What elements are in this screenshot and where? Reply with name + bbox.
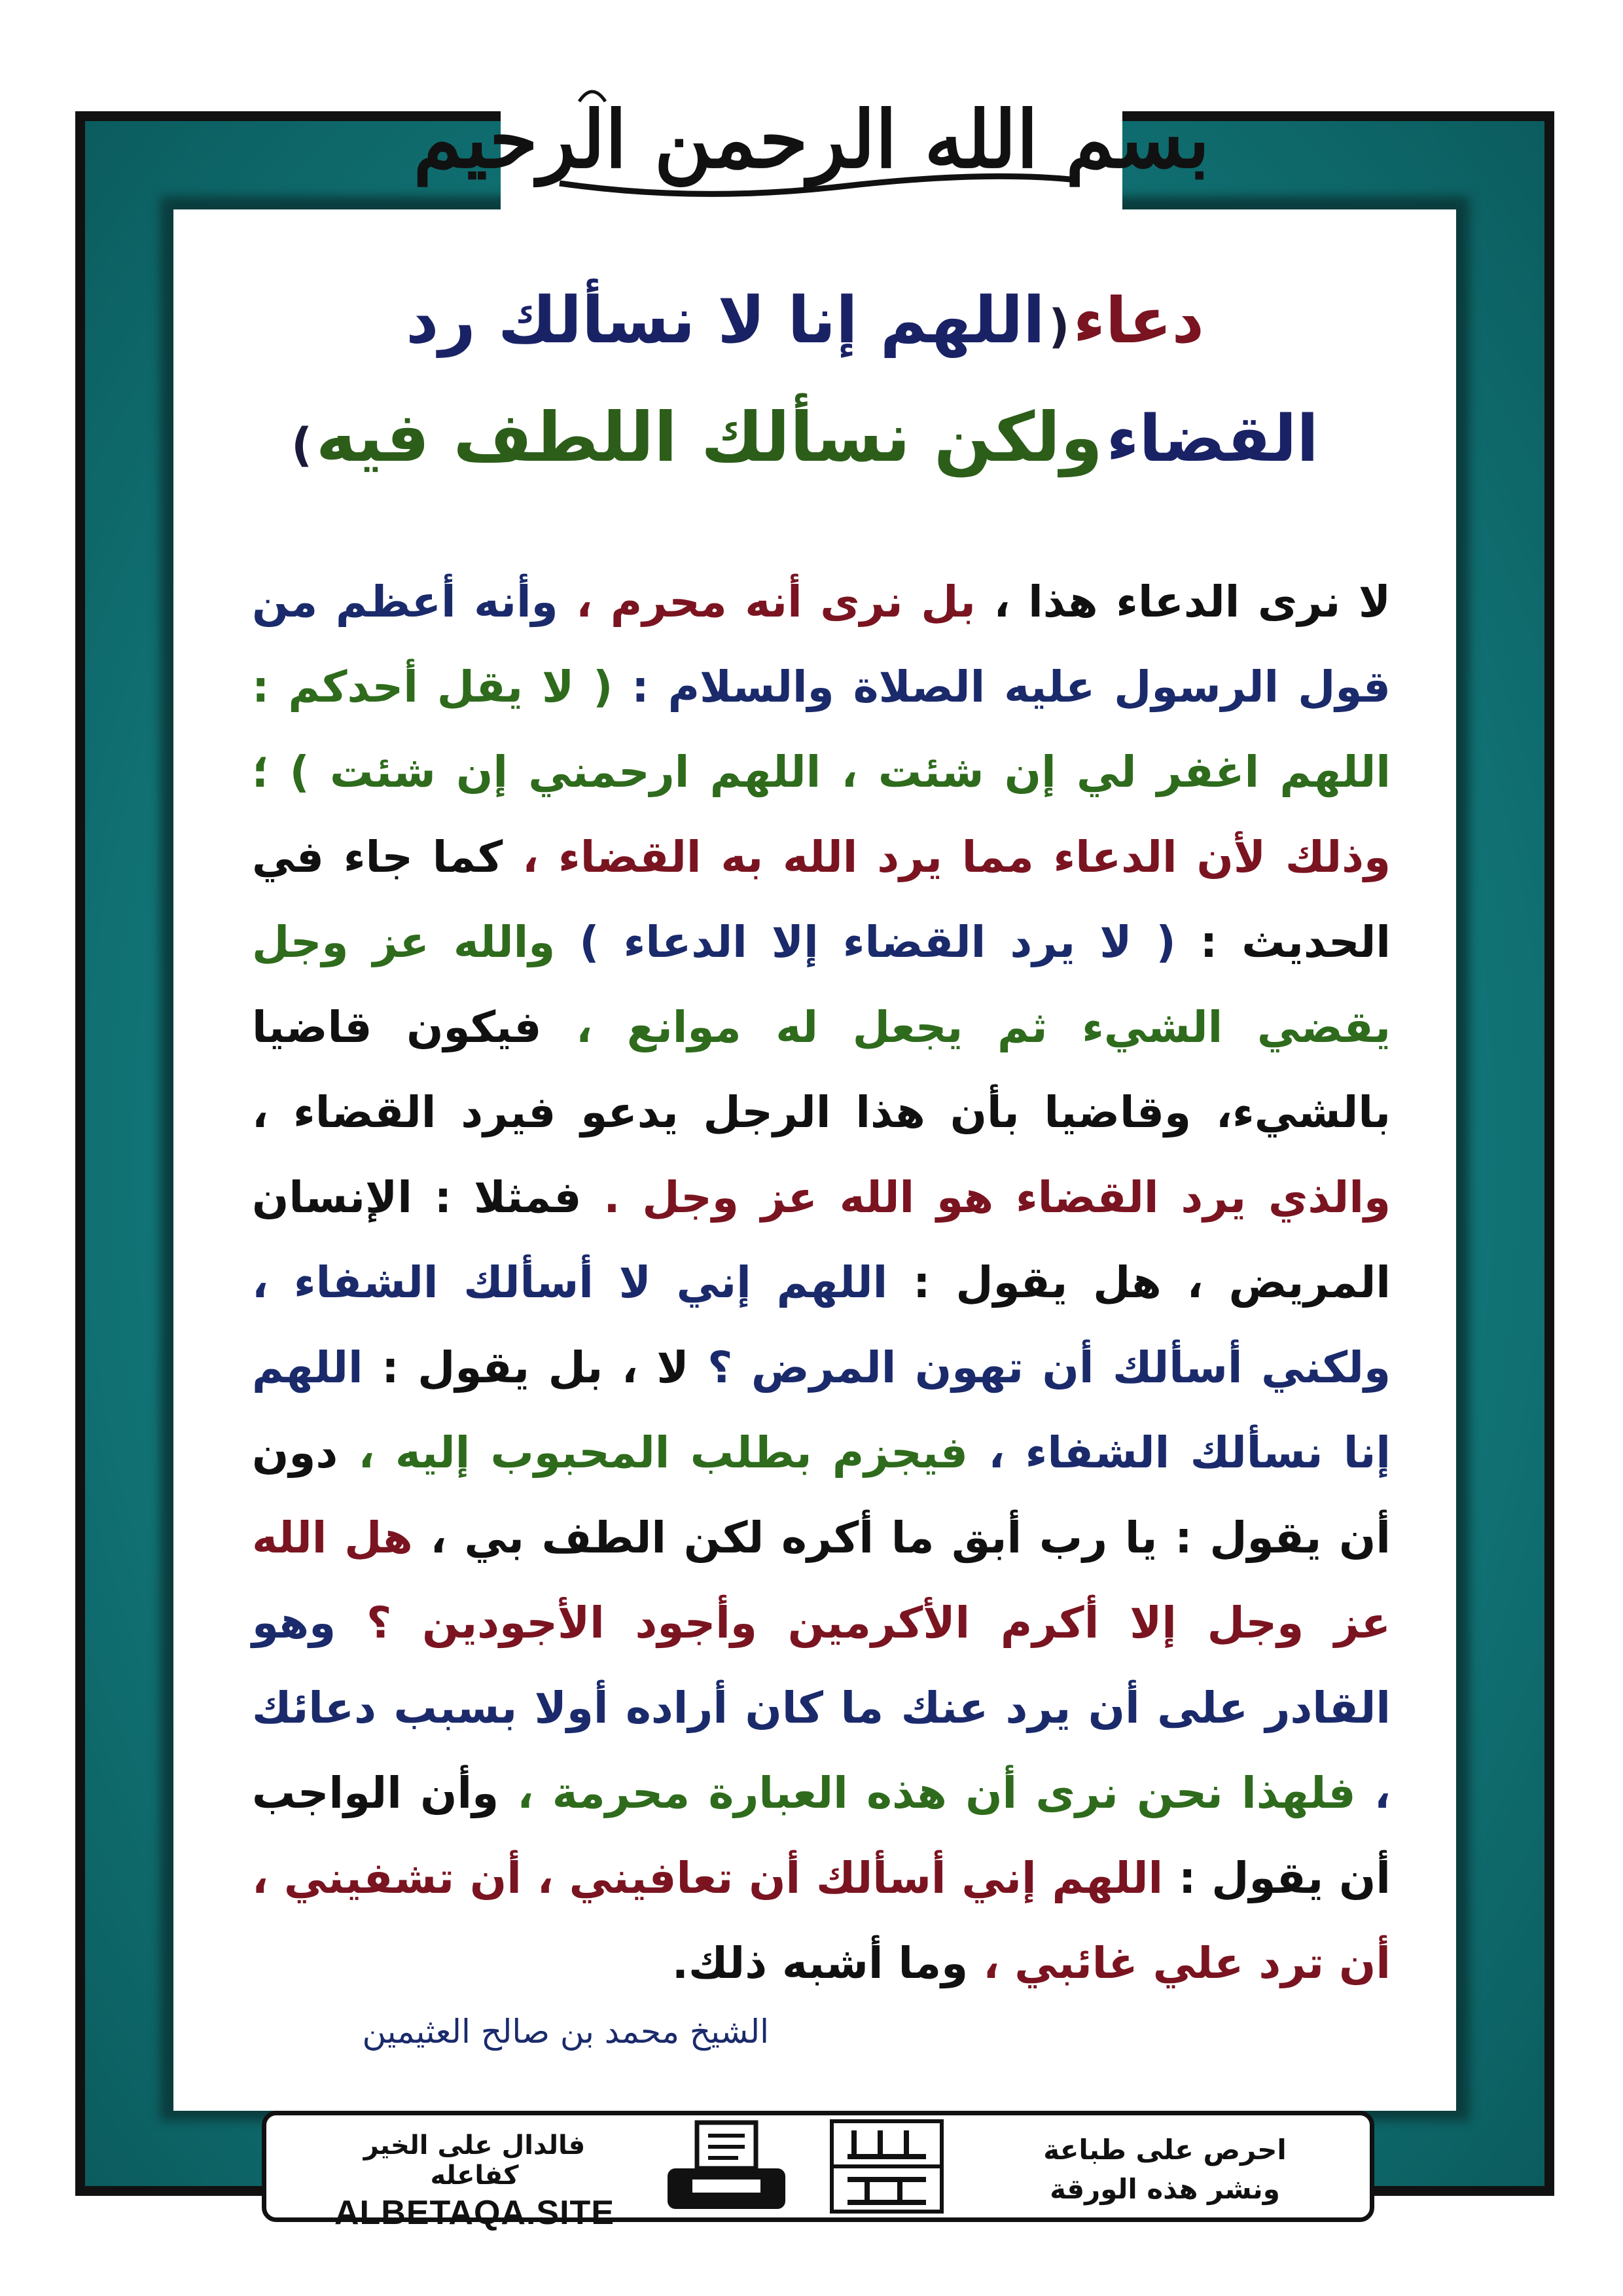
body-segment: لا نرى الدعاء هذا ، — [993, 577, 1391, 627]
body-segment: اللهم إني أسألك أن تعافيني ، أن تشفيني ، أن ترد علي غائبي ، — [252, 1853, 1391, 1988]
body-segment: دون أن يقول : يا رب أبق ما أكره لكن الطف بي ، — [252, 1427, 1391, 1563]
basmala-calligraphy — [413, 62, 1210, 213]
body-segment: بل نرى أنه محرم ، — [576, 577, 976, 627]
body-segment: وأن الواجب أن يقول : — [252, 1768, 1391, 1903]
body-segment: فيجزم بطلب المحبوب إليه ، — [358, 1427, 969, 1478]
body-segment: اللهم إنا نسألك الشفاء ، — [252, 1342, 1391, 1478]
footer-website-link[interactable]: ALBETAQA.SITE — [334, 2194, 615, 2232]
printer-icon — [661, 2117, 792, 2215]
body-quote: ( لا يرد القضاء إلا الدعاء ) — [579, 917, 1176, 967]
body-segment: والله عز وجل يقضي الشيء ثم يجعل له موانع ، — [252, 917, 1391, 1052]
footer-website-block — [321, 2130, 628, 2233]
body-segment: وأنه أعظم من قول الرسول عليه الصلاة والسلام : — [252, 577, 1391, 712]
author-attribution: الشيخ محمد بن صالح العثيمين — [362, 2013, 769, 2051]
footer-print-note — [982, 2130, 1348, 2209]
title-line2-b: ولكن نسألك اللطف فيه — [315, 397, 1103, 477]
body-segment: وما أشبه ذلك. — [671, 1938, 969, 1988]
basmala-text: بسم الله الرحمن الرحيم — [413, 94, 1210, 186]
title-line1: اللهم إنا لا نسألك رد — [406, 283, 1045, 358]
body-quote: ( لا يقل أحدكم : اللهم اغفر لي إن شئت ، اللهم ارحمني إن شئت ) ؛ — [252, 662, 1391, 797]
body-segment: هل الله عز وجل إلا أكرم الأكرمين وأجود الأجودين ؟ — [252, 1513, 1391, 1648]
footer-print-line2: ونشر هذه الورقة — [1050, 2173, 1280, 2205]
page-title — [216, 272, 1394, 507]
body-segment: والذي يرد القضاء هو الله عز وجل . — [603, 1172, 1391, 1223]
body-segment: فيكون قاضيا بالشيء، وقاضيا بأن هذا الرجل يدعو فيرد القضاء ، — [252, 1002, 1391, 1138]
body-segment: وذلك لأن الدعاء مما يرد الله به القضاء ، — [522, 832, 1391, 882]
title-prefix: دعاء — [1073, 284, 1204, 357]
body-segment: لا ، بل يقول : — [382, 1342, 689, 1393]
body-segment: وهو القادر على أن يرد عنك ما كان أراده أولا بسبب دعائك ، — [252, 1598, 1391, 1818]
title-close-paren: ) — [291, 418, 313, 472]
footer-print-line1: احرص على طباعة — [1043, 2134, 1287, 2166]
title-line2-a: القضاء — [1106, 402, 1319, 476]
body-segment: كما جاء في الحديث : — [252, 832, 1391, 967]
body-segment: فمثلا : الإنسان المريض ، هل يقول : — [252, 1172, 1391, 1308]
article-body — [252, 560, 1391, 2006]
footer-slogan: فالدال على الخير كفاعله — [363, 2130, 586, 2191]
title-open-paren: ( — [1048, 300, 1070, 353]
body-segment: فلهذا نحن نرى أن هذه العبارة محرمة ، — [517, 1768, 1356, 1818]
body-segment: اللهم إني لا أسألك الشفاء ، ولكني أسألك أن تهون المرض ؟ — [252, 1257, 1391, 1393]
dawah-logo — [828, 2117, 946, 2215]
